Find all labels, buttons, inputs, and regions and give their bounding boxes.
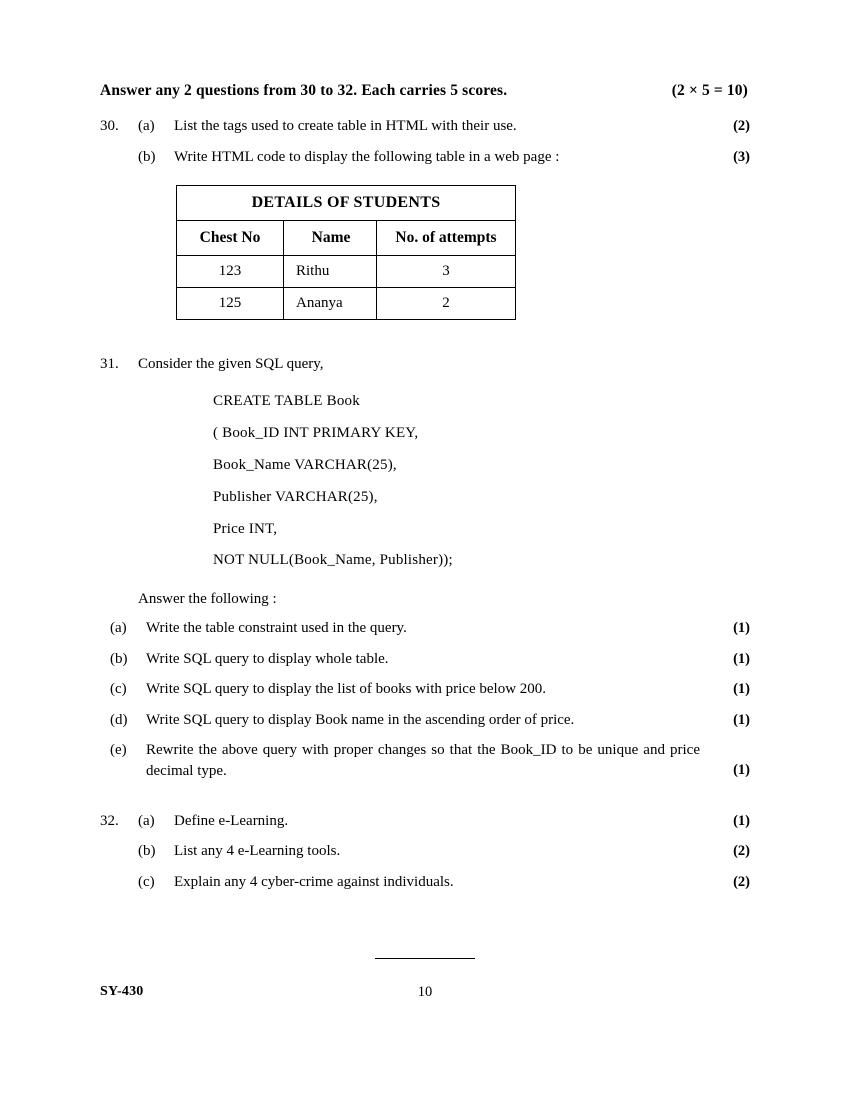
question-32-item-a (100, 811, 750, 832)
sub-text: Rewrite the above query with proper changes so that the Book_ID to be unique and price decimal type. (146, 742, 700, 779)
end-rule (375, 958, 475, 959)
sub-label: (c) (138, 874, 155, 891)
cell-name: Rithu (284, 256, 377, 288)
cell-attempts: 2 (377, 288, 516, 320)
column-header-attempts: No. of attempts (377, 221, 516, 256)
question-31-items (100, 618, 750, 781)
sub-marks: (1) (733, 762, 750, 779)
sub-label: (b) (138, 843, 156, 860)
sub-text: Write SQL query to display whole table. (146, 650, 389, 667)
sql-line: ( Book_ID INT PRIMARY KEY, (213, 425, 419, 442)
question-31-item-c (100, 679, 750, 700)
sub-marks: (3) (733, 148, 750, 165)
question-31-intro-row (100, 354, 750, 374)
sub-marks: (1) (733, 711, 750, 728)
instruction-scores: (2 × 5 = 10) (671, 82, 748, 99)
question-32-item-b (100, 841, 750, 862)
sql-line: Book_Name VARCHAR(25), (213, 456, 397, 473)
question-30-item-b (100, 147, 750, 168)
sub-text: Write HTML code to display the following table in a web page : (174, 148, 560, 165)
question-30-item-a (100, 116, 750, 137)
section-instruction (100, 82, 750, 100)
sub-marks: (1) (733, 812, 750, 829)
sub-label: (a) (138, 812, 155, 829)
students-table-wrapper (176, 185, 750, 320)
question-31-number: 31. (100, 356, 119, 373)
table-row (177, 256, 516, 288)
sql-line: Publisher VARCHAR(25), (213, 488, 378, 505)
sub-marks: (1) (733, 681, 750, 698)
details-of-students-table (176, 185, 516, 320)
table-title-row (177, 186, 516, 221)
question-30-number: 30. (100, 118, 119, 134)
sub-marks: (2) (733, 874, 750, 891)
answer-the-following-label: Answer the following : (138, 591, 277, 608)
question-31 (100, 354, 750, 781)
sub-label: (b) (138, 148, 156, 165)
sub-label: (a) (110, 620, 127, 637)
sub-marks: (2) (733, 843, 750, 860)
page-number: 10 (417, 984, 433, 1000)
question-31-item-b (100, 649, 750, 670)
page-footer (0, 984, 850, 1000)
sub-label: (e) (110, 742, 127, 759)
table-row (177, 288, 516, 320)
question-32-item-c (100, 872, 750, 893)
sub-text: List the tags used to create table in HTML with their use. (174, 118, 517, 134)
table-header-row (177, 221, 516, 256)
cell-name: Ananya (284, 288, 377, 320)
sql-line: Price INT, (213, 520, 278, 537)
sub-text: Write SQL query to display the list of books with price below 200. (146, 681, 547, 698)
column-header-name: Name (284, 221, 377, 256)
question-31-item-d (100, 710, 750, 731)
table-title: DETAILS OF STUDENTS (177, 186, 516, 221)
sql-line: CREATE TABLE Book (213, 393, 360, 410)
paper-code: SY-430 (100, 984, 144, 999)
sub-text: List any 4 e-Learning tools. (174, 843, 341, 860)
question-30 (100, 116, 750, 320)
sub-text: Define e-Learning. (174, 812, 289, 829)
sub-marks: (1) (733, 650, 750, 667)
cell-attempts: 3 (377, 256, 516, 288)
sub-text: Write SQL query to display Book name in the ascending order of price. (146, 711, 575, 728)
question-31-item-e (100, 740, 750, 781)
sql-query-block (100, 386, 750, 577)
question-32-number: 32. (100, 812, 119, 829)
sub-marks: (1) (733, 620, 750, 637)
column-header-chest-no: Chest No (177, 221, 284, 256)
sub-marks: (2) (733, 118, 750, 134)
cell-chest-no: 125 (177, 288, 284, 320)
sql-line: NOT NULL(Book_Name, Publisher)); (213, 552, 453, 569)
sub-label: (a) (138, 118, 155, 134)
sub-label: (b) (110, 650, 128, 667)
instruction-text: Answer any 2 questions from 30 to 32. Each carries 5 scores. (100, 82, 508, 99)
sub-label: (c) (110, 681, 127, 698)
question-31-intro: Consider the given SQL query, (138, 356, 324, 373)
sub-text: Explain any 4 cyber-crime against individuals. (174, 874, 454, 891)
cell-chest-no: 123 (177, 256, 284, 288)
question-31-item-a (100, 618, 750, 639)
question-32 (100, 811, 750, 893)
sub-text: Write the table constraint used in the query. (146, 620, 407, 637)
sub-label: (d) (110, 711, 128, 728)
